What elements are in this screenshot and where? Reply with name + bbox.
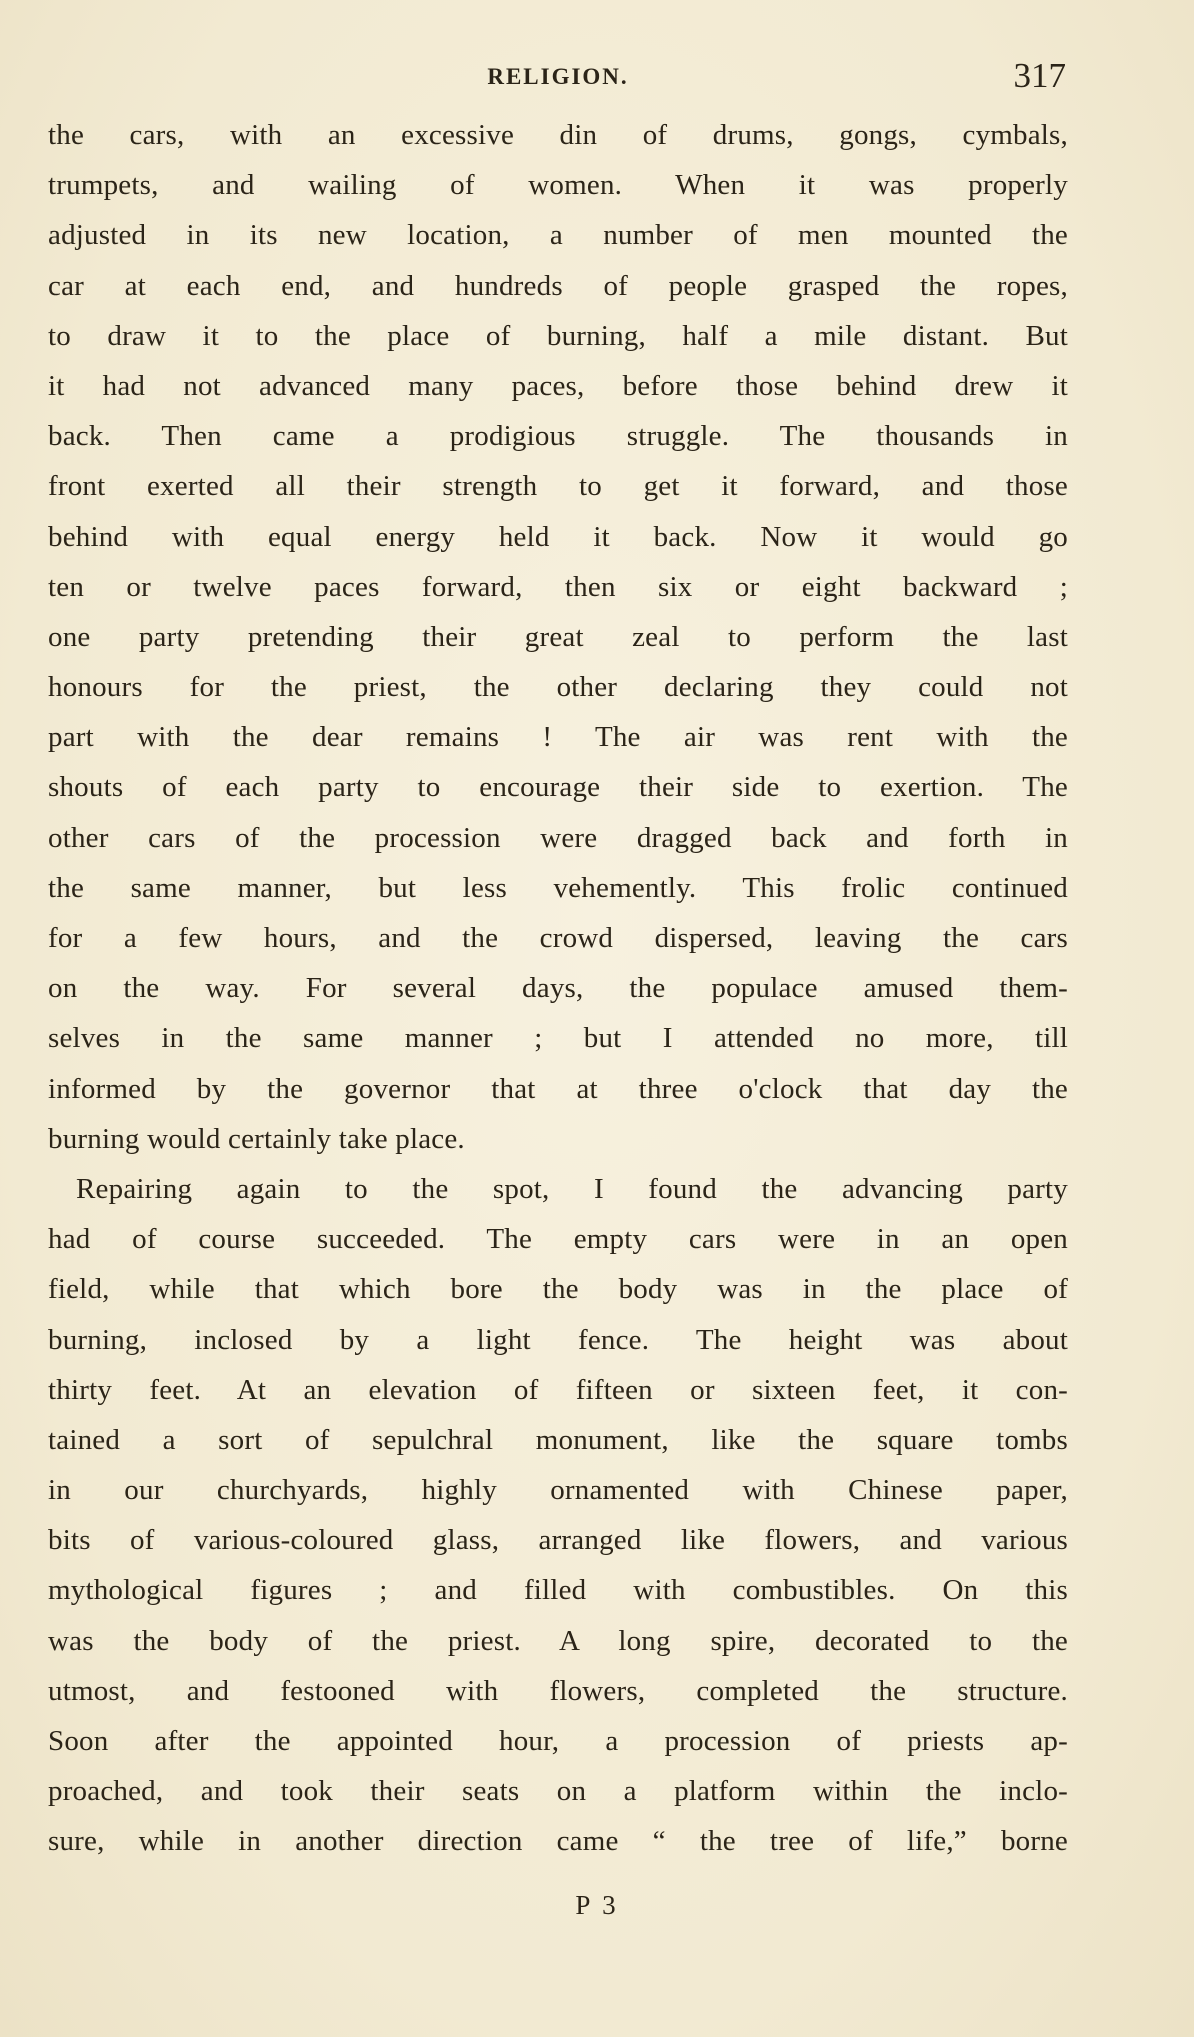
text-line: adjusted in its new location, a number of men mounted the: [48, 219, 1068, 252]
text-line: bits of various-coloured glass, arranged like flowers, and various: [48, 1524, 1068, 1557]
text-line: burning, inclosed by a light fence. The height was about: [48, 1323, 1068, 1356]
text-line: part with the dear remains ! The air was rent with the: [48, 721, 1068, 754]
text-line: informed by the governor that at three o'clock that day the: [48, 1072, 1068, 1105]
text-line: car at each end, and hundreds of people grasped the ropes,: [48, 269, 1068, 302]
text-line: burning would certainly take place.: [48, 1122, 465, 1155]
text-line: to draw it to the place of burning, half a mile distant. But: [48, 319, 1068, 352]
text-line: proached, and took their seats on a platform within the inclo-: [48, 1775, 1068, 1808]
text-line: selves in the same manner ; but I attended no more, till: [48, 1022, 1068, 1055]
text-line: trumpets, and wailing of women. When it was properly: [48, 169, 1068, 202]
running-head: [48, 56, 1068, 106]
text-line: back. Then came a prodigious struggle. The thousands in: [48, 420, 1068, 453]
text-line: for a few hours, and the crowd dispersed, leaving the cars: [48, 922, 1068, 954]
body-text: [48, 110, 1068, 1867]
text-line: mythological figures ; and filled with combustibles. On this: [48, 1574, 1068, 1607]
text-line: it had not advanced many paces, before those behind drew it: [48, 369, 1068, 402]
text-line: behind with equal energy held it back. Now it would go: [48, 520, 1068, 553]
text-line: sure, while in another direction came “ the tree of life,” borne: [48, 1825, 1068, 1858]
text-line: utmost, and festooned with flowers, completed the structure.: [48, 1674, 1068, 1707]
paragraph-first-line: Repairing again to the spot, I found the advancing party: [76, 1172, 1068, 1205]
text-line: in our churchyards, highly ornamented with Chinese paper,: [48, 1474, 1068, 1507]
text-line: ten or twelve paces forward, then six or eight backward ;: [48, 570, 1068, 603]
text-line: had of course succeeded. The empty cars were in an open: [48, 1223, 1068, 1256]
text-line: shouts of each party to encourage their side to exertion. The: [48, 771, 1068, 804]
text-line: was the body of the priest. A long spire, decorated to the: [48, 1624, 1068, 1657]
text-line: one party pretending their great zeal to perform the last: [48, 620, 1068, 653]
text-line: the cars, with an excessive din of drums, gongs, cymbals,: [48, 119, 1068, 151]
text-line: on the way. For several days, the populace amused them-: [48, 972, 1068, 1005]
text-line: the same manner, but less vehemently. This frolic continued: [48, 871, 1068, 904]
page-number: 317: [1013, 56, 1066, 95]
text-line: thirty feet. At an elevation of fifteen or sixteen feet, it con-: [48, 1373, 1068, 1406]
text-line: honours for the priest, the other declaring they could not: [48, 671, 1068, 704]
signature-mark: P 3: [575, 1890, 619, 1920]
text-line: other cars of the procession were dragged back and forth in: [48, 821, 1068, 854]
text-line: Soon after the appointed hour, a procession of priests ap-: [48, 1725, 1068, 1757]
text-line: field, while that which bore the body was in the place of: [48, 1273, 1068, 1306]
text-line: tained a sort of sepulchral monument, like the square tombs: [48, 1423, 1068, 1456]
text-line: front exerted all their strength to get it forward, and those: [48, 470, 1068, 503]
running-title: RELIGION.: [487, 64, 629, 89]
